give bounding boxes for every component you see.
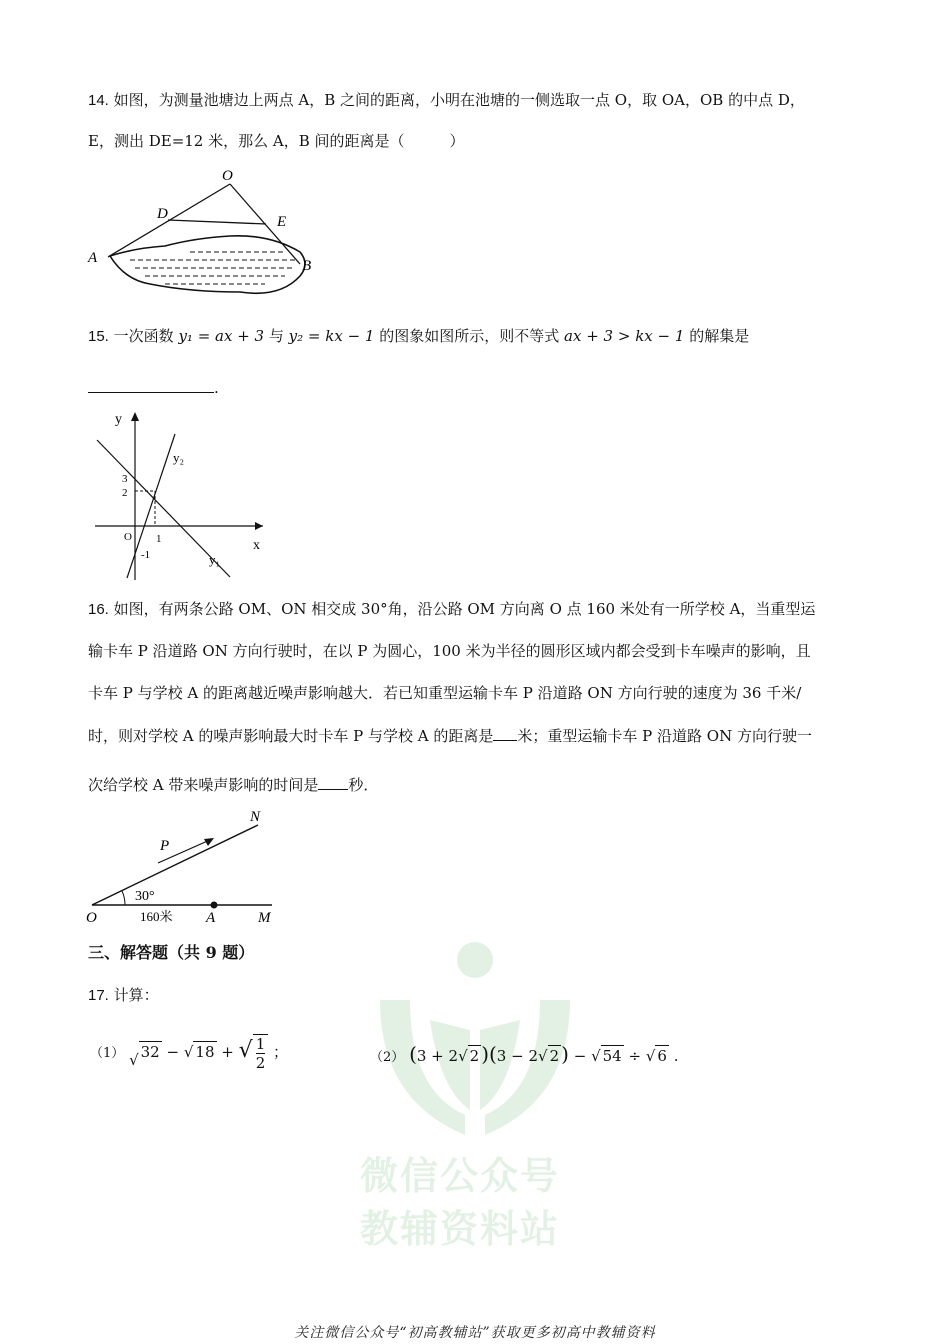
q15-line1 — [88, 326, 749, 347]
q16-blank-1 — [493, 724, 517, 741]
label-E: E — [277, 214, 287, 230]
plus-sign: + — [221, 1043, 234, 1061]
q17-part2: （2） (3 + 2√ 2 )(3 − 2√ 2 ) − √ 54 ÷ √ 6 . — [370, 1042, 679, 1066]
q16-text-4a: 时，则对学校 A 的噪声影响最大时卡车 P 与学校 A 的距离是 — [88, 727, 494, 745]
sqrt-54: 54 — [602, 1047, 622, 1065]
q16-text-5a: 次给学校 A 带来噪声影响的时间是 — [88, 776, 319, 794]
tick-1: 1 — [156, 533, 162, 545]
q16-text-3: 卡车 P 与学校 A 的距离越近噪声影响越大．若已知重型运输卡车 P 沿道路 ON 方向行驶的速度为 36 千米/ — [88, 684, 802, 702]
tick-2: 2 — [122, 487, 128, 499]
origin-label: O — [124, 531, 132, 543]
fraction-numerator: 1 — [255, 1035, 266, 1053]
axis-label-x: x — [253, 538, 260, 553]
q15-y1-equation: y₁ = ax + 3 — [178, 327, 265, 345]
sqrt-2-b: 2 — [549, 1047, 560, 1065]
q15-answer-blank — [88, 376, 214, 393]
q17-line — [88, 985, 159, 1006]
angle-arc — [122, 891, 125, 905]
point-A — [211, 902, 218, 909]
label-N: N — [250, 809, 261, 825]
y-axis-arrow-icon — [131, 412, 139, 421]
q16-road-figure — [80, 805, 290, 925]
minus-sign: − — [166, 1043, 180, 1061]
fraction-denominator: 2 — [255, 1054, 266, 1072]
q15-text-c: 的图象如图所示，则不等式 — [379, 327, 560, 345]
pond-outline — [110, 236, 305, 293]
q16-line5 — [88, 773, 378, 795]
watermark — [340, 930, 610, 1250]
label-y2: y₂ — [173, 450, 185, 465]
q16-text-4b: 米；重型运输卡车 P 沿道路 ON 方向行驶一 — [517, 727, 812, 745]
label-O: O — [86, 910, 97, 925]
q17-part2-label: （2） — [370, 1050, 405, 1065]
q14-text-2: E，测出 DE=12 米，那么 A，B 间的距离是（ ） — [88, 132, 465, 150]
label-D: D — [157, 206, 168, 222]
q16-line4 — [88, 724, 812, 746]
line-y2 — [127, 434, 175, 578]
segment-DE — [168, 220, 266, 224]
label-angle: 30° — [135, 889, 155, 904]
q16-text-5b: 秒． — [348, 776, 379, 794]
part2-factor-b: 3 − 2 — [496, 1047, 538, 1065]
q16-text-1: 如图，有两条公路 OM、ON 相交成 30°角，沿公路 OM 方向离 O 点 160 米处有一所学校 A，当重型运 — [113, 600, 816, 618]
sqrt-18: 18 — [195, 1043, 215, 1061]
q14-number: 14. — [88, 92, 109, 109]
page-footer: 关注微信公众号“初高教辅站”获取更多初高中教辅资料 — [294, 1325, 656, 1341]
q14-pond-figure — [80, 160, 340, 310]
sqrt-2-a: 2 — [469, 1047, 480, 1065]
q15-text-a: 一次函数 — [113, 327, 174, 345]
q17-part1: （1） √ 32 − √ 18 + √ $\frac{1}{2}$ ； — [90, 1035, 289, 1072]
q15-answer-line — [88, 376, 219, 398]
watermark-text-1: 微信公众号 — [360, 1154, 561, 1198]
q15-graph — [85, 402, 275, 587]
q15-text-d: 的解集是 — [689, 327, 750, 345]
tick-3: 3 — [122, 473, 128, 485]
sqrt-32: 32 — [140, 1043, 160, 1061]
tick-neg1: -1 — [141, 549, 151, 561]
q15-period: . — [214, 379, 219, 397]
q17-title: 计算： — [113, 986, 159, 1004]
part2-factor-a: 3 + 2 — [416, 1047, 459, 1065]
part2-end: . — [673, 1047, 679, 1065]
q17-part1-label: （1） — [90, 1046, 125, 1061]
x-axis-arrow-icon — [255, 522, 263, 530]
label-A: A — [88, 250, 98, 266]
q15-number: 15. — [88, 328, 109, 345]
label-M: M — [258, 910, 271, 925]
label-O: O — [222, 168, 233, 184]
q16-blank-2 — [318, 773, 348, 790]
q17-number: 17. — [88, 987, 109, 1004]
label-distance: 160米 — [140, 909, 173, 924]
label-B: B — [302, 258, 312, 274]
label-P: P — [160, 838, 170, 854]
label-y1: y₁ — [209, 552, 221, 567]
q16-line1 — [88, 599, 815, 620]
part2-divide: ÷ — [628, 1047, 642, 1065]
q14-line1 — [88, 90, 805, 111]
section-heading: 三、解答题（共 9 题） — [88, 943, 255, 962]
q15-inequality: ax + 3 > kx − 1 — [564, 327, 685, 345]
part2-minus: − — [573, 1047, 587, 1065]
q16-text-2: 输卡车 P 沿道路 ON 方向行驶时，在以 P 为圆心，100 米为半径的圆形区域内都会受到卡车噪声的影响，且 — [88, 642, 811, 660]
q16-number: 16. — [88, 601, 109, 618]
q14-text-1: 如图，为测量池塘边上两点 A，B 之间的距离，小明在池塘的一侧选取一点 O，取 OA，OB 的中点 D， — [113, 91, 805, 109]
label-A: A — [206, 910, 216, 925]
sqrt-6: 6 — [657, 1047, 667, 1065]
axis-label-y: y — [115, 412, 122, 427]
part1-end: ； — [273, 1043, 289, 1061]
q15-text-b: 与 — [268, 327, 284, 345]
watermark-text-2: 教辅资料站 — [360, 1207, 561, 1251]
road-ON — [92, 825, 258, 905]
q15-y2-equation: y₂ = kx − 1 — [288, 327, 375, 345]
